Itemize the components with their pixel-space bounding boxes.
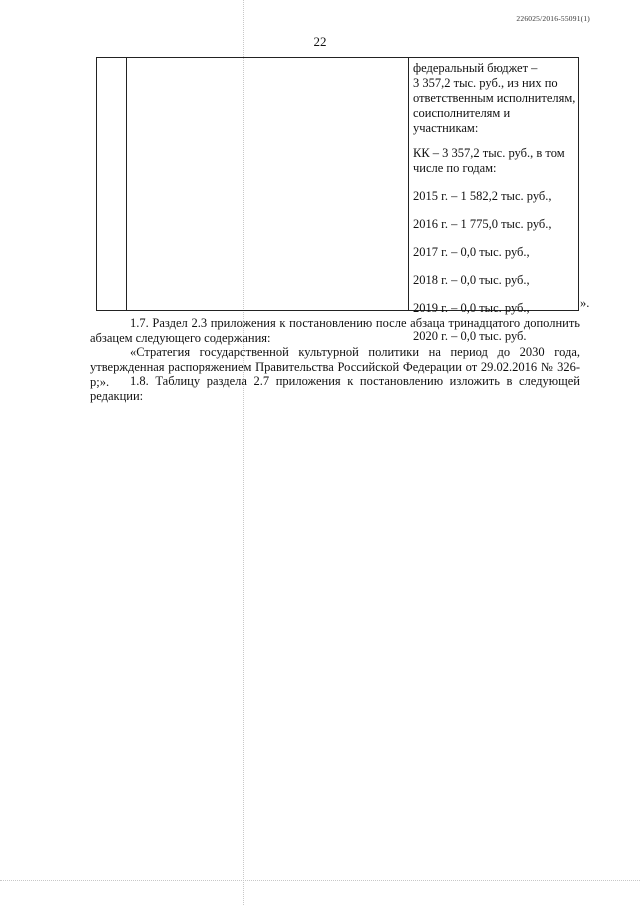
closing-quote-mark: ».	[580, 296, 590, 310]
year-2020: 2020 г. – 0,0 тыс. руб.	[413, 329, 527, 343]
paragraph-1-7: 1.7. Раздел 2.3 приложения к постановлению после абзаца тринадцатого дополнить абзацем следующего содержания:	[90, 316, 580, 345]
table-column-label	[127, 58, 409, 310]
budget-total: 3 357,2 тыс. руб., из них по ответственным исполнителям, соисполнителям и участникам:	[413, 76, 576, 135]
scan-artifact-horizontal	[0, 880, 640, 881]
paragraph-1-7-quote: «Стратегия государственной культурной политики на период до 2030 года, утвержденная распоряжением Правительства Российской Федерации от 29.02.2016 № 326-р;».	[90, 345, 580, 389]
year-2019: 2019 г. – 0,0 тыс. руб.,	[413, 301, 530, 315]
document-id: 226025/2016-55091(1)	[516, 14, 590, 23]
table-column-value	[409, 58, 578, 343]
page-number: 22	[313, 34, 327, 49]
year-2016: 2016 г. – 1 775,0 тыс. руб.,	[413, 217, 552, 231]
year-2015: 2015 г. – 1 582,2 тыс. руб.,	[413, 189, 552, 203]
kk-total: КК – 3 357,2 тыс. руб., в том числе по годам:	[413, 146, 565, 175]
year-2017: 2017 г. – 0,0 тыс. руб.,	[413, 245, 530, 259]
year-2018: 2018 г. – 0,0 тыс. руб.,	[413, 273, 530, 287]
budget-heading: федеральный бюджет –	[413, 61, 538, 75]
table-column-number	[97, 58, 127, 310]
paragraph-1-8: 1.8. Таблицу раздела 2.7 приложения к постановлению изложить в следующей редакции:	[90, 374, 580, 403]
